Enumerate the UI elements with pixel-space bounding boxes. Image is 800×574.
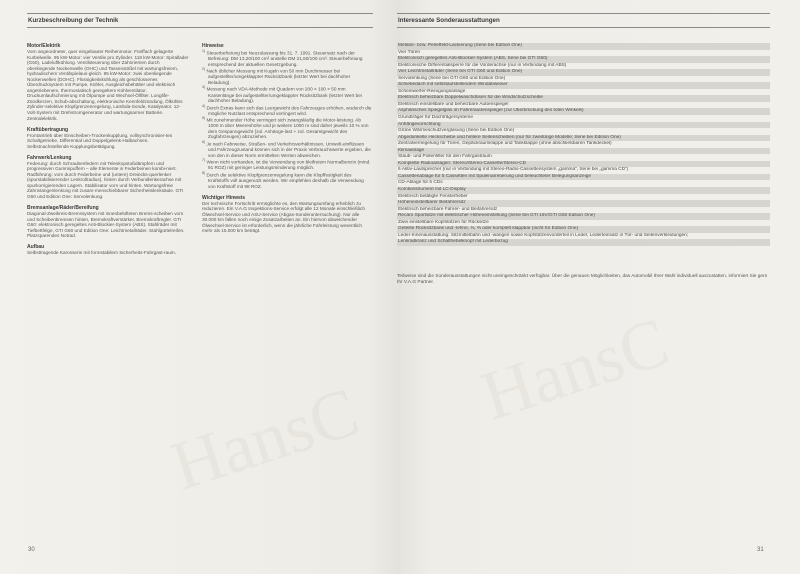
list-item: Metallic- bzw. Perleffekt-Lackierung (Serie bei Edition One)	[397, 43, 770, 50]
list-item: Anhängevorrichtung	[397, 122, 770, 129]
list-item: Grundträger für Dachträgersysteme	[397, 115, 770, 122]
list-item: Höheneinstellbarer Beifahrersitz	[397, 200, 770, 207]
list-item: Schiebedach mit selbstaufstellendem Windabweiser	[397, 82, 770, 89]
list-item: Abgedunkelte Heckscheibe und hintere Seitenscheiben (nur für zweitürige Modelle; Serie bei Edition One)	[397, 135, 770, 142]
list-item: Leder-Innenausstattung: Sitzmittelbahn und -wangen sowie Kopfstützenvorderteil in Leder, Lederteinsatz in Tür- und Seitenverkleidungen;	[397, 233, 770, 240]
note-text: Steuerbefreiung bei Neuzulassung bis 31. 7. 1991. Steuersatz nach der Befreiung: DM 13,20/100 cm³ anstelle DM 21,60/100 cm³. Steuerbefreiung entsprechend der aktuellen Gesetzgebung.	[206, 50, 363, 67]
section-text: Frontantrieb über Einscheiben-Trockenkupplung, vollsynchronisier-tes Schaltgetriebe, Differential und Doppelgelenk-Halbachsen. Selbstnachstellende Kupplungsbetätigung.	[27, 132, 173, 149]
page-number-right: 31	[757, 547, 764, 553]
section-text: Vorn angeordneter, quer eingebauter Reihenmotor. Fünffach gelagerte Kurbelwelle. 95 kW-Motor: vier Ventile pro Zylinder. 118 kW-Motor: Spirallader (G60), Ladeluftkühlung. Ventilsteuerung über Zahnriemen durch obenliegende Nockenwelle (OHC) und Tassenstößel mit wartungsfreiem, hydraulischem Ventilspielaus-gleich. 95 kW-Motor: zwei obenliegende Nockenwellen (DOHC). Flüssigkeitskühlung als geschlossenes Überdrucksystem mit Pumpe, Kühler, Ausgleichsbehälter und elektrisch angetriebenem, thermostatisch geregeltem Kühlventilator. Druckumlaufschmierung mit Ölpumpe und Wechsel-Ölfilter. Longlife-Zündkerzen, Schub-abschaltung, elektronische Kennfeldzündung, Ölkühler. Zylinder-selektive Klopfgrenzenregelung, Lambda-Sonde, Katalysator. 12-Volt-System mit Drehstromgenerator und wartungsarmer Batterie. Zentralelektrik.	[27, 49, 189, 121]
technik-section	[27, 43, 189, 121]
note-text: Wenn nicht vorhanden, ist die Verwendung von bleifreiem Normalbenzin (mind. 91 ROZ) mit geringer Leistungsminderung möglich.	[206, 159, 371, 171]
list-item: Cassettenablage für 5 Cassetten mit Spulenarretierung und beleuchteter Belegungsanzeige	[397, 174, 770, 181]
footnote-mark: 3)	[202, 85, 206, 90]
section-text: Diagonal-Zweikreis-Bremssystem mit innenbelüfteten Brems-scheiben vorn und Scheibenbremsen hinten, Bremskraftverstärker, Bremskraftregler. GTI G60: elektronisch geregeltes Anti-Blockier-System (ABS). Stahlräder mit Tiefbettfelge, GTI G60 und Edition One: Leichtmetallräder. Stahlgürtelreifen. Platzsparendes Notrad.	[27, 211, 185, 239]
technik-column-2	[202, 43, 372, 239]
list-item: 6 Aktiv-Lautsprecher (nur in Verbindung mit Stereo-Radio-Cassettensystem „gamma“, Serie bei „gamma CD“)	[397, 167, 770, 174]
list-item: Grüne Wärmeschutzverglasung (Serie bei Edition One)	[397, 128, 770, 135]
section-title: Bremsanlage/Räder/Bereifung	[27, 205, 99, 212]
footnote-mark: 5)	[202, 116, 206, 121]
watermark-right: HansC	[472, 303, 678, 436]
technik-section	[27, 127, 189, 150]
technik-column-1	[27, 43, 189, 261]
page-number-left: 30	[28, 547, 35, 553]
list-item: Komplette Radioanlagen: Stereo/Stereo-Cassette/Stereo-CD	[397, 161, 770, 168]
section-title: Aufbau	[27, 244, 45, 251]
note-text: Durch die selektive Klopfgrenzenregelung kann die Klopffestigkeit des Kraftstoffs voll ausgenutzt werden. Wir empfehlen deshalb die Verwendung von Kraftstoff mit 98 ROZ.	[206, 172, 364, 189]
footnote-mark: 8)	[202, 170, 206, 175]
sonderausstattung-list	[397, 43, 770, 246]
list-item: Staub- und Pollenfilter für den Fahrgastraum	[397, 154, 770, 161]
hinweis-note	[202, 171, 372, 189]
note-text: Nach üblicher Messung mit Kugeln von 50 mm Durchmesser bei aufgestellter/umgeklappter Rücksitzbank (letzter Wert bei dachhoher Beladung).	[206, 68, 351, 85]
footnote-mark: 6)	[202, 140, 206, 145]
list-item: Scheinwerfer-Reinigungsanlage	[397, 89, 770, 96]
section-title: Kraftübertragung	[27, 126, 69, 133]
list-item: Klimaanlage	[397, 148, 770, 155]
hinweis-note	[202, 116, 372, 140]
list-item: Servolenkung (Serie bei GTI G60 und Edition One)	[397, 76, 770, 83]
section-text: Federung: durch Schraubenfedern mit Teleskopstoßdämpfern und progressiven Gummipuffern – alle Elemente in Federbeinen kombi-niert. Radführung: vorn durch Federbeine und (untere) Dreiecks-querlenker (spurstabilisierender Lenkrollradius), hinten durch Verbundlenkerachse mit spurkorrigierenden Lagern. Stabilisator vorn und hinten. Wartungsfreie Zahnstangenlenkung mit zusam-menschiebbarer Sicherheitslenksäule. GTI G60 und Edition One: Servolenkung.	[27, 160, 184, 200]
hinweise-list	[202, 49, 372, 189]
watermark-left: HansC	[162, 373, 368, 506]
technik-section	[27, 244, 189, 256]
hinweise-title: Hinweise	[202, 43, 224, 49]
list-item: Recaro Sportsitze mit elektrischer Höheneinstellung (Serie bei GTI 16V/GTI G60 Edition One)	[397, 213, 770, 220]
list-item: Elektrisch betätigte Fensterheber	[397, 194, 770, 201]
list-item: Vier Leichtmetallräder (Serie bei GTI G60 und Edition One)	[397, 69, 770, 76]
list-item: Zentralverriegelung für Türen, Gepäckraumklappe und Tankklappe (ohne abschließbaren Tankdeckel)	[397, 141, 770, 148]
list-item: Elektronisch geregeltes Anti-Blockier-System (ABS, Serie bei GTI G60)	[397, 56, 770, 63]
note-text: Mit zunehmender Höhe verringert sich zwangsläufig die Motor-leistung. Ab 1000 m über Meereshöhe und je weitere 1000 m sind daher jeweils 10 % von dem Gespanngewicht (zul. Anhänge-last + zul. Gesamtgewicht des Zugfahrzeuges) abzuziehen.	[206, 117, 369, 140]
list-item: Kombiinstrument mit LC-Display	[397, 187, 770, 194]
list-item: Vier Türen	[397, 50, 770, 57]
footnote-mark: 7)	[202, 158, 206, 163]
section-title: Motor/Elektrik	[27, 43, 61, 49]
left-header-title: Kurzbeschreibung der Technik	[28, 17, 119, 24]
note-text: Durch Extras kann sich das Leergewicht des Fahrzeuges erhöhen, wodurch die mögliche Nutzlast entsprechend verringert wird.	[206, 105, 372, 116]
right-header-title: Interessante Sonderausstattungen	[398, 17, 500, 24]
hinweis-note	[202, 140, 372, 158]
list-item: Elektronische Differentialsperre für die Vorderachse (nur in Verbindung mit ABS)	[397, 63, 770, 70]
list-item: Elektrisch beheizbare Fahrer- und Beifahrersitz	[397, 207, 770, 214]
wichtig-text: Der technische Fortschritt ermöglichte es, den Wartungsumfang erheblich zu reduzieren. Ein V.A.G Inspektions-Service erfolgt alle 12 Monate einschließlich Ölwechsel-Service und ASU-Service (Abgas-Sonderuntersuchung). Nur alle 30.000 km fallen noch einige Zusatzarbeiten an. Ein hiervon abweichender Ölwechsel-Service ist erforderlich, wenn die jährliche Fahrleistung wesentlich mehr als 15.000 km beträgt.	[202, 200, 365, 234]
footnote-mark: 4)	[202, 103, 206, 108]
list-item: Asphärisches Spiegelglas im Fahreraußenspiegel (zur Überbrückung des toten Winkels)	[397, 108, 770, 115]
note-text: Je nach Fahrweise, Straßen- und Verkehrsverhältnissen, Umwelt-einflüssen und Fahrzeugzustand können sich in der Praxis Verbrauchswerte ergeben, die von den in dieser Norm ermittelten Werten abweichen.	[206, 141, 371, 158]
hinweis-note	[202, 85, 372, 103]
list-item: Elektrisch einstellbare und beheizbare Außenspiegel	[397, 102, 770, 109]
section-title: Fahrwerk/Lenkung	[27, 154, 72, 161]
right-header	[397, 13, 770, 28]
footnote-mark: 1)	[202, 49, 206, 53]
list-item: Zwei einstellbare Kopfstützen für Rücksitze	[397, 220, 770, 227]
technik-section	[27, 155, 189, 200]
hinweis-note	[202, 104, 372, 117]
note-text: Messung nach VDA-Methode mit Quadern von 200 × 100 × 50 mm Kantenlänge bei aufgestellter/umgeklappter Rücksitzbank (letzter Wert bei dachhoher Beladung).	[206, 86, 362, 104]
technik-section	[27, 205, 189, 239]
list-item: Geteilte Rücksitzbank und -lehne, ⅓, ⅔ oder komplett klappbar (nicht für Edition One)	[397, 226, 770, 233]
hinweis-note	[202, 67, 372, 85]
list-item: Lenkradkranz und Schalthebelknopf mit Lederbezug	[397, 239, 770, 246]
availability-footnote: Teilweise sind die Sonderausstattungen nicht uneingeschränkt verfügbar. Über die genauen Möglichkeiten, das Automobil Ihrer Wahl individuell auszustatten, informiert Sie gern Ihr V.A.G Partner.	[397, 274, 768, 285]
section-text: Selbsttragende Karosserie mit formstabilem Sicherheits-Fahrgast-raum.	[27, 250, 177, 256]
hinweis-note	[202, 49, 372, 67]
wichtig-title: Wichtiger Hinweis	[202, 194, 246, 201]
list-item: CD-Ablage für 6 CDs	[397, 180, 770, 187]
footnote-mark: 2)	[202, 67, 206, 72]
list-item: Elektrisch beheizbare Doppelwaschdüsen für die Windschutzscheibe	[397, 95, 770, 102]
left-header	[27, 13, 373, 28]
hinweis-note	[202, 158, 372, 171]
